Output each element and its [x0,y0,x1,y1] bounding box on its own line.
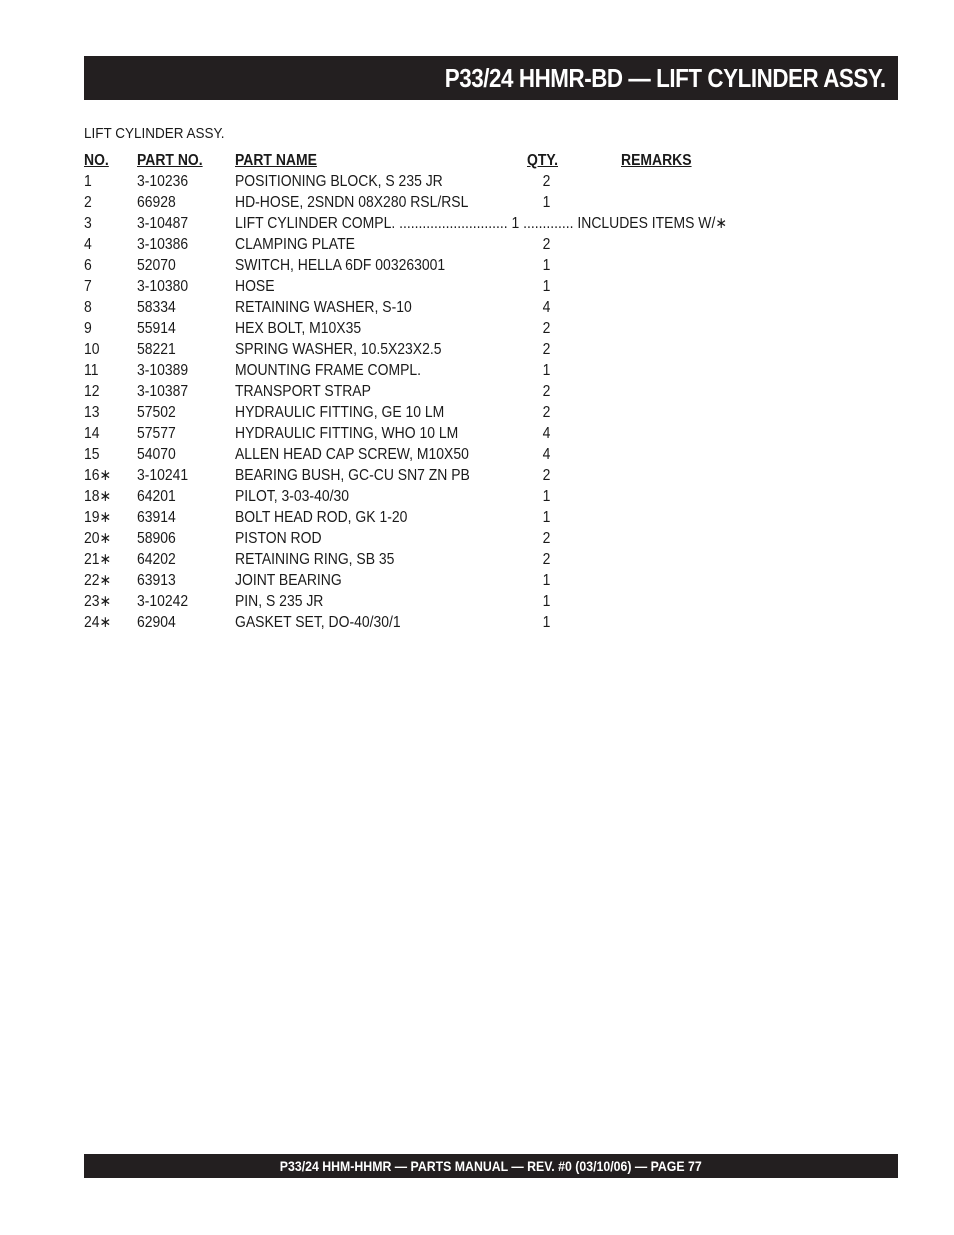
parts-table [84,150,884,633]
part-number-index: 22∗ [84,572,112,589]
table-row [84,444,884,465]
part-name: HOSE [235,278,275,295]
part-number: 63914 [137,509,176,526]
part-number: 3-10236 [137,173,189,190]
table-header [84,150,884,171]
table-row [84,381,884,402]
footer-text: P33/24 HHM-HHMR — PARTS MANUAL — REV. #0 (03/10/06) — PAGE 77 [280,1158,702,1174]
part-number-index: 9 [84,320,92,337]
table-row [84,318,884,339]
part-number: 58334 [137,299,176,316]
table-row [84,423,884,444]
table-row [84,339,884,360]
part-name: BOLT HEAD ROD, GK 1-20 [235,509,408,526]
part-number-index: 21∗ [84,551,112,568]
part-number: 63913 [137,572,176,589]
part-number: 54070 [137,446,176,463]
part-number: 3-10380 [137,278,189,295]
part-number-index: 16∗ [84,467,112,484]
part-name: CLAMPING PLATE [235,236,355,253]
table-body [84,171,884,633]
part-number: 66928 [137,194,176,211]
footer-bar [84,1154,898,1178]
table-row [84,465,884,486]
part-number-index: 4 [84,236,92,253]
part-number-index: 23∗ [84,593,112,610]
part-name: PIN, S 235 JR [235,593,324,610]
table-row [84,213,884,234]
part-number: 57577 [137,425,176,442]
part-name: ALLEN HEAD CAP SCREW, M10X50 [235,446,469,463]
part-number-index: 8 [84,299,92,316]
part-qty: 1 [542,593,551,610]
part-number: 3-10386 [137,236,189,253]
table-row [84,192,884,213]
part-qty: 4 [542,425,551,442]
column-header-part-name: PART NAME [235,152,317,169]
part-number-index: 3 [84,215,92,232]
table-row [84,528,884,549]
part-number: 52070 [137,257,176,274]
column-header-remarks: REMARKS [621,152,692,169]
part-number: 3-10241 [137,467,189,484]
part-qty: 2 [542,530,551,547]
part-name: HYDRAULIC FITTING, WHO 10 LM [235,425,459,442]
table-row [84,549,884,570]
part-qty: 2 [542,404,551,421]
table-row [84,234,884,255]
part-number-index: 24∗ [84,614,112,631]
part-qty: 2 [542,320,551,337]
part-number-index: 19∗ [84,509,112,526]
table-row [84,486,884,507]
part-qty: 2 [542,467,551,484]
table-row [84,276,884,297]
column-header-part-no: PART NO. [137,152,203,169]
part-name: HEX BOLT, M10X35 [235,320,362,337]
part-number-index: 12 [84,383,100,400]
part-name: HYDRAULIC FITTING, GE 10 LM [235,404,445,421]
part-number-index: 2 [84,194,92,211]
table-row [84,297,884,318]
part-qty: 2 [542,341,551,358]
part-number: 58906 [137,530,176,547]
part-name: GASKET SET, DO-40/30/1 [235,614,401,631]
part-qty: 2 [542,383,551,400]
part-qty: 1 [542,194,551,211]
part-qty: 1 [542,488,551,505]
page-title: P33/24 HHMR-BD — LIFT CYLINDER ASSY. [445,62,886,93]
part-number: 3-10389 [137,362,189,379]
table-row [84,570,884,591]
part-number: 3-10242 [137,593,189,610]
part-name: JOINT BEARING [235,572,342,589]
part-name: PILOT, 3-03-40/30 [235,488,350,505]
part-number-index: 14 [84,425,100,442]
part-number: 64201 [137,488,176,505]
part-number-index: 10 [84,341,100,358]
table-row [84,255,884,276]
table-row [84,402,884,423]
part-number: 3-10387 [137,383,189,400]
part-qty: 4 [542,299,551,316]
part-number: 57502 [137,404,176,421]
part-name: RETAINING RING, SB 35 [235,551,395,568]
part-name: MOUNTING FRAME COMPL. [235,362,422,379]
part-number-index: 18∗ [84,488,112,505]
part-qty: 4 [542,446,551,463]
table-row [84,171,884,192]
part-qty: 2 [542,236,551,253]
part-number: 55914 [137,320,176,337]
part-number-index: 15 [84,446,100,463]
part-number: 62904 [137,614,176,631]
part-name: TRANSPORT STRAP [235,383,371,400]
section-label: LIFT CYLINDER ASSY. [84,125,225,142]
part-qty: 1 [542,509,551,526]
part-qty: 1 [542,362,551,379]
part-name: POSITIONING BLOCK, S 235 JR [235,173,443,190]
table-row [84,612,884,633]
part-name: SWITCH, HELLA 6DF 003263001 [235,257,446,274]
part-qty: 1 [542,614,551,631]
part-qty: 2 [542,173,551,190]
part-qty: 2 [542,551,551,568]
table-row [84,360,884,381]
part-name: LIFT CYLINDER COMPL. ............................ 1 ............. INCLUDES ITEMS W/∗ [235,215,728,232]
part-name: BEARING BUSH, GC-CU SN7 ZN PB [235,467,470,484]
part-number: 58221 [137,341,176,358]
part-name: SPRING WASHER, 10.5X23X2.5 [235,341,442,358]
part-number-index: 6 [84,257,92,274]
column-header-qty: QTY. [527,152,559,169]
part-qty: 1 [542,257,551,274]
part-name: HD-HOSE, 2SNDN 08X280 RSL/RSL [235,194,469,211]
table-row [84,507,884,528]
part-qty: 1 [542,572,551,589]
part-number-index: 7 [84,278,92,295]
part-name: RETAINING WASHER, S-10 [235,299,412,316]
table-row [84,591,884,612]
part-number-index: 13 [84,404,100,421]
column-header-no: NO. [84,152,109,169]
part-qty: 1 [542,278,551,295]
page-title-bar [84,56,898,100]
part-name: PISTON ROD [235,530,322,547]
part-number-index: 20∗ [84,530,112,547]
part-number-index: 11 [84,362,99,379]
part-number: 3-10487 [137,215,189,232]
part-number-index: 1 [84,173,92,190]
part-number: 64202 [137,551,176,568]
